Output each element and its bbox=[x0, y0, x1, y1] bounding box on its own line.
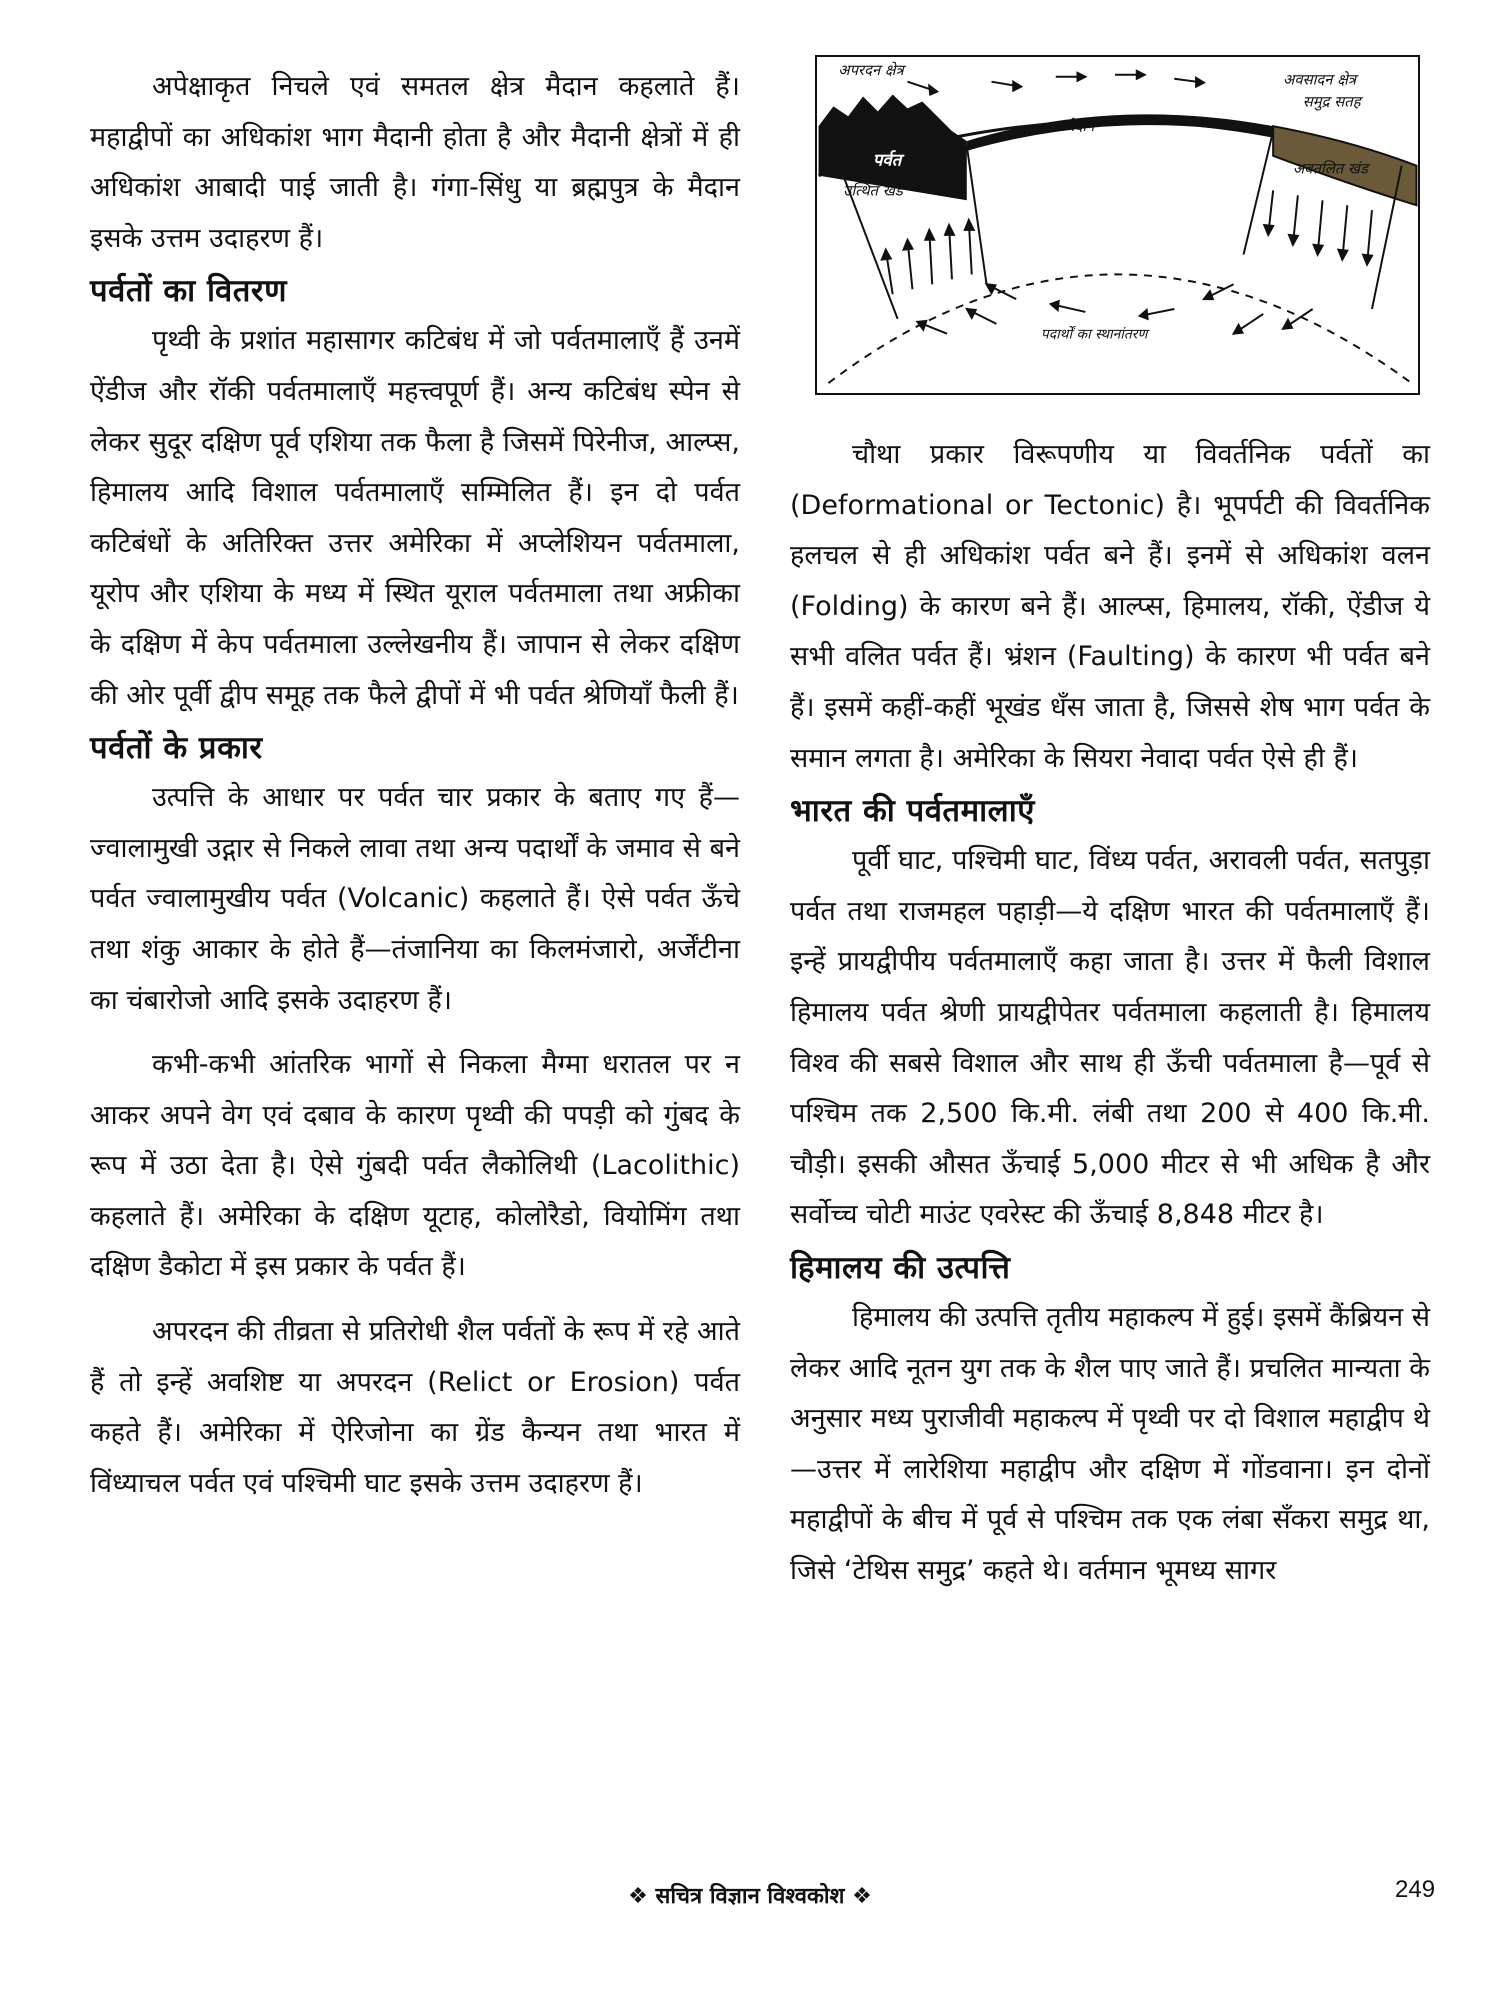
subside-left-fault bbox=[1244, 131, 1274, 255]
paragraph-india-ranges: पूर्वी घाट, पश्चिमी घाट, विंध्य पर्वत, अरावली पर्वत, सतपुड़ा पर्वत तथा राजमहल पहाड़ी—ये दक्षिण भारत की पर्वतमालाएँ हैं। इन्हें प्रायद्वीपीय पर्वतमालाएँ कहा जाता है। उत्तर में फैली विशाल हिमालय पर्वत श्रेणी प्रायद्वीपेतर पर्वतमाला कहलाती है। हिमालय विश्व की सबसे विशाल और साथ ही ऊँची पर्वतमाला है—पूर्व से पश्चिम तक 2,500 कि.मी. लंबी तथा 200 से 400 कि.मी. चौड़ी। इसकी औसत ऊँचाई 5,000 मीटर से भी अधिक है और सर्वोच्च चोटी माउंट एवरेस्ट की ऊँचाई 8,848 मीटर है। bbox=[790, 845, 1430, 1231]
heading-india-ranges: भारत की पर्वतमालाएँ bbox=[790, 793, 1035, 830]
paragraph-tectonic: चौथा प्रकार विरूपणीय या विवर्तनिक पर्वतों का (Deformational or Tectonic) है। भूपर्पटी की विवर्तनिक हलचल से ही अधिकांश पर्वत बने हैं। इनमें से अधिकांश वलन (Folding) के कारण बने हैं। आल्प्स, हिमालय, रॉकी, ऐंडीज ये सभी वलित पर्वत हैं। भ्रंशन (Faulting) के कारण भी पर्वत बने हैं। इसमें कहीं-कहीं भूखंड धँस जाता है, जिससे शेष भाग पर्वत के समान लगता है। अमेरिका के सियरा नेवादा पर्वत ऐसे ही हैं। bbox=[790, 439, 1430, 774]
uplift-arrows bbox=[882, 220, 974, 294]
paragraph-himalaya-origin: हिमालय की उत्पत्ति तृतीय महाकल्प में हुई। इसमें कैंब्रियन से लेकर आदि नूतन युग तक के शैल पाए जाते हैं। प्रचलित मान्यता के अनुसार मध्य पुराजीवी महाकल्प में पृथ्वी पर दो विशाल महाद्वीप थे—उत्तर में लारेशिया महाद्वीप और दक्षिण में गोंडवाना। इन दोनों महाद्वीपों के बीच में पूर्व से पश्चिम तक एक लंबा सँकरा समुद्र था, जिसे ‘टेथिस समुद्र’ कहते थे। वर्तमान भूमध्य सागर bbox=[790, 1301, 1430, 1586]
page-number: 249 bbox=[1395, 1876, 1436, 1903]
label-plain: मैदान bbox=[1065, 118, 1095, 136]
label-mountain: पर्वत bbox=[872, 149, 902, 170]
heading-mountain-types: पर्वतों के प्रकार bbox=[90, 730, 263, 767]
paragraph-relict: अपरदन की तीव्रता से प्रतिरोधी शैल पर्वतों के रूप में रहे आते हैं तो इन्हें अवशिष्ट या अपरदन (Relict or Erosion) पर्वत कहते हैं। अमेरिका में ऐरिजोना का ग्रेंड कैन्यन तथा भारत में विंध्याचल पर्वत एवं पश्चिमी घाट इसके उत्तम उदाहरण हैं। bbox=[90, 1316, 740, 1499]
left-column bbox=[90, 62, 740, 1509]
label-deposition-zone: अवसादन क्षेत्र bbox=[1283, 71, 1357, 89]
heading-himalaya-origin: हिमालय की उत्पत्ति bbox=[790, 1249, 1011, 1286]
right-column bbox=[790, 430, 1430, 1596]
paragraph-volcanic: उत्पत्ति के आधार पर पर्वत चार प्रकार के बताए गए हैं—ज्वालामुखी उद्गार से निकले लावा तथा अन्य पदार्थों के जमाव से बने पर्वत ज्वालामुखीय पर्वत (Volcanic) कहलाते हैं। ऐसे पर्वत ऊँचे तथा शंकु आकार के होते हैं—तंजानिया का किलमंजारो, अर्जेंटीना का चंबारोजो आदि इसके उदाहरण हैं। bbox=[90, 782, 740, 1016]
label-material-transfer: पदार्थों का स्थानांतरण bbox=[1040, 326, 1148, 343]
paragraph-plains: अपेक्षाकृत निचले एवं समतल क्षेत्र मैदान कहलाते हैं। महाद्वीपों का अधिकांश भाग मैदानी होता है और मैदानी क्षेत्रों में ही अधिकांश आबादी पाई जाती है। गंगा-सिंधु या ब्रह्मपुत्र के मैदान इसके उत्तम उदाहरण हैं। bbox=[90, 71, 740, 254]
subsidence-arrows bbox=[1264, 190, 1372, 264]
footer-book-title: ❖ सचित्र विज्ञान विश्वकोश ❖ bbox=[628, 1884, 872, 1909]
label-uplifted-block: उत्थित खंड bbox=[843, 182, 903, 200]
heading-mountain-distribution: पर्वतों का वितरण bbox=[90, 273, 287, 310]
paragraph-distribution: पृथ्वी के प्रशांत महासागर कटिबंध में जो पर्वतमालाएँ हैं उनमें ऐंडीज और रॉकी पर्वतमालाएँ महत्त्वपूर्ण हैं। अन्य कटिबंध स्पेन से लेकर सुदूर दक्षिण पूर्व एशिया तक फैला है जिसमें पिरेनीज, आल्प्स, हिमालय आदि विशाल पर्वतमालाएँ सम्मिलित हैं। इन दो पर्वत कटिबंधों के अतिरिक्त उत्तर अमेरिका में अप्लेशियन पर्वतमाला, यूरोप और एशिया के मध्य में स्थित यूराल पर्वतमाला तथा अफ्रीका के दक्षिण में केप पर्वतमाला उल्लेखनीय हैं। जापान से लेकर दक्षिण की ओर पूर्वी द्वीप समूह तक फैले द्वीपों में भी पर्वत श्रेणियाँ फैली हैं। bbox=[90, 325, 740, 711]
label-subsided-block: अवतलित खंड bbox=[1292, 160, 1368, 178]
label-erosion-zone: अपरदन क्षेत्र bbox=[838, 61, 904, 79]
tectonic-diagram bbox=[815, 55, 1420, 395]
uplift-right-fault bbox=[967, 146, 987, 284]
label-sea-surface: समुद्र सतह bbox=[1302, 93, 1361, 111]
paragraph-lacolithic: कभी-कभी आंतरिक भागों से निकला मैग्मा धरातल पर न आकर अपने वेग एवं दबाव के कारण पृथ्वी की पपड़ी को गुंबद के रूप में उठा देता है। ऐसे गुंबदी पर्वत लैकोलिथी (Lacolithic) कहलाते हैं। अमेरिका के दक्षिण यूटाह, कोलोरैडो, वियोमिंग तथा दक्षिण डैकोटा में इस प्रकार के पर्वत हैं। bbox=[90, 1049, 740, 1283]
surface-flow-arrows bbox=[908, 71, 1204, 95]
plain-band bbox=[967, 114, 1273, 151]
tectonic-diagram-svg bbox=[817, 57, 1418, 393]
